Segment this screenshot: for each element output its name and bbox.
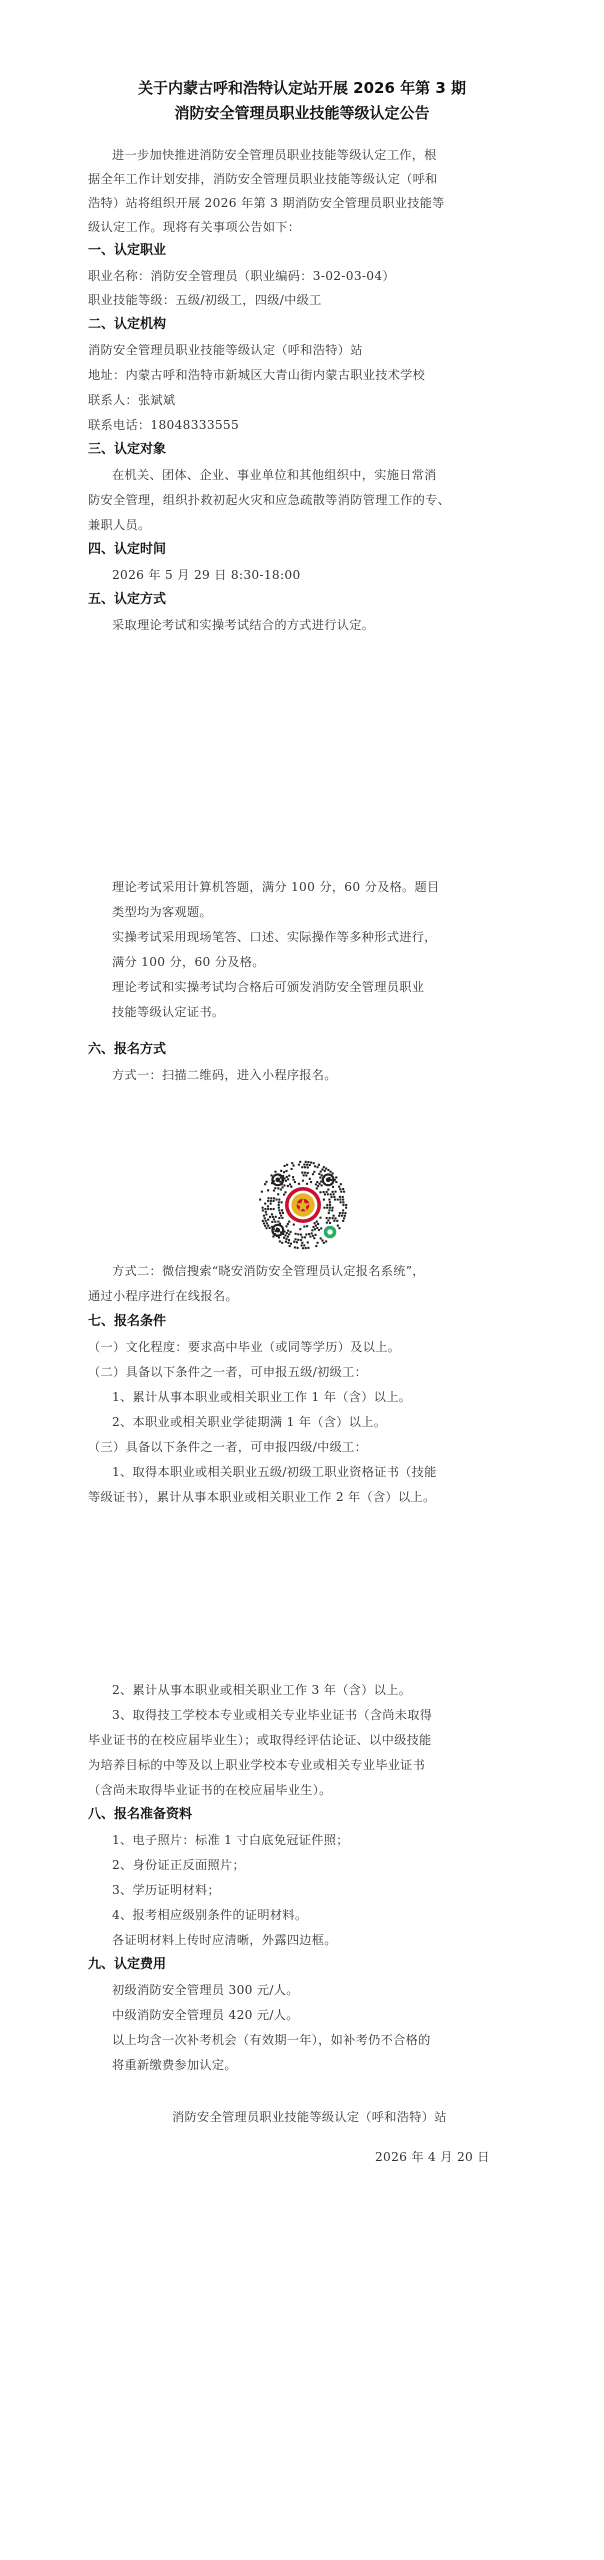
section-7-line: （三）具备以下条件之一者，可申报四级/中级工： [88, 1440, 368, 1454]
section-3-line: 在机关、团体、企业、事业单位和其他组织中，实施日常消 [112, 468, 437, 482]
section-7-line: 为培养目标的中等及以上职业学校本专业或相关专业毕业证书 [88, 1758, 426, 1772]
section-6-line: 通过小程序进行在线报名。 [88, 1289, 238, 1303]
section-7-heading: 七、报名条件 [88, 1314, 167, 1329]
title-line-1: 关于内蒙古呼和浩特认定站开展 2026 年第 3 期 [137, 79, 467, 97]
section-9-line: 中级消防安全管理员 420 元/人。 [112, 2008, 299, 2022]
section-1-line: 职业名称：消防安全管理员（职业编码：3-02-03-04） [88, 269, 395, 283]
intro-line: 据全年工作计划安排，消防安全管理员职业技能等级认定（呼和 [88, 172, 438, 186]
section-6-line: 方式二：微信搜索“晓安消防安全管理员认定报名系统”， [112, 1264, 425, 1278]
section-1-heading: 一、认定职业 [88, 243, 167, 258]
section-7-line: 等级证书），累计从事本职业或相关职业工作 2 年（含）以上。 [88, 1490, 436, 1504]
section-7-line: 毕业证书的在校应届毕业生）；或取得经评估论证、以中级技能 [88, 1733, 432, 1747]
section-2-line: 地址：内蒙古呼和浩特市新城区大青山街内蒙古职业技术学校 [88, 368, 426, 382]
intro-line: 浩特）站将组织开展 2026 年第 3 期消防安全管理员职业技能等 [88, 196, 445, 210]
section-5-line: 实操考试采用现场笔答、口述、实际操作等多种形式进行， [112, 930, 437, 944]
section-9-line: 初级消防安全管理员 300 元/人。 [112, 1983, 299, 1997]
section-3-heading: 三、认定对象 [88, 442, 167, 457]
section-2-line: 联系电话：18048333555 [88, 418, 240, 432]
section-8-line: 3、学历证明材料； [112, 1883, 220, 1897]
section-7-line: （含尚未取得毕业证书的在校应届毕业生）。 [88, 1783, 332, 1797]
section-8-line: 各证明材料上传时应清晰，外露四边框。 [112, 1933, 337, 1947]
section-5-line: 满分 100 分，60 分及格。 [112, 955, 265, 969]
section-8-line: 4、报考相应级别条件的证明材料。 [112, 1908, 308, 1922]
section-5-line: 采取理论考试和实操考试结合的方式进行认定。 [112, 618, 375, 632]
section-2-line: 联系人：张斌斌 [88, 393, 176, 407]
section-7-line: 1、累计从事本职业或相关职业工作 1 年（含）以上。 [112, 1390, 412, 1404]
section-7-line: 2、本职业或相关职业学徒期满 1 年（含）以上。 [112, 1415, 387, 1429]
section-1-line: 职业技能等级：五级/初级工，四级/中级工 [88, 293, 322, 307]
date: 2026 年 4 月 20 日 [375, 2150, 490, 2164]
section-6-heading: 六、报名方式 [88, 1042, 167, 1057]
section-7-line: 3、取得技工学校本专业或相关专业毕业证书（含尚未取得 [112, 1708, 433, 1722]
section-5-line: 类型均为客观题。 [112, 905, 212, 919]
intro-line: 进一步加快推进消防安全管理员职业技能等级认定工作，根 [112, 148, 437, 162]
title-line-2: 消防安全管理员职业技能等级认定公告 [174, 104, 430, 122]
intro-line: 级认定工作。现将有关事项公告如下： [88, 220, 301, 234]
section-8-line: 2、身份证正反面照片； [112, 1858, 245, 1872]
section-5-line: 理论考试和实操考试均合格后可颁发消防安全管理员职业 [112, 980, 425, 994]
section-6-line: 方式一：扫描二维码，进入小程序报名。 [112, 1068, 337, 1082]
section-9-line: 将重新缴费参加认定。 [112, 2058, 237, 2072]
section-5-heading: 五、认定方式 [88, 592, 167, 607]
section-5-line: 技能等级认定证书。 [112, 1005, 225, 1019]
section-2-line: 消防安全管理员职业技能等级认定（呼和浩特）站 [88, 343, 363, 357]
section-7-line: （二）具备以下条件之一者，可申报五级/初级工： [88, 1365, 368, 1379]
section-9-heading: 九、认定费用 [88, 1957, 167, 1972]
section-8-heading: 八、报名准备资料 [88, 1807, 193, 1822]
section-4-heading: 四、认定时间 [88, 542, 167, 557]
section-9-line: 以上均含一次补考机会（有效期一年），如补考仍不合格的 [112, 2033, 431, 2047]
section-5-line: 理论考试采用计算机答题，满分 100 分，60 分及格。题目 [112, 880, 440, 894]
section-7-line: 1、取得本职业或相关职业五级/初级工职业资格证书（技能 [112, 1465, 437, 1479]
section-8-line: 1、电子照片：标准 1 寸白底免冠证件照； [112, 1833, 349, 1847]
section-3-line: 兼职人员。 [88, 518, 151, 532]
section-7-line: 2、累计从事本职业或相关职业工作 3 年（含）以上。 [112, 1683, 412, 1697]
qr-code-icon[interactable] [258, 1160, 348, 1250]
signature: 消防安全管理员职业技能等级认定（呼和浩特）站 [172, 2110, 447, 2124]
section-2-heading: 二、认定机构 [88, 317, 167, 332]
section-4-line: 2026 年 5 月 29 日 8:30-18:00 [112, 568, 301, 582]
section-3-line: 防安全管理，组织扑救初起火灾和应急疏散等消防管理工作的专、 [88, 493, 451, 507]
section-7-line: （一）文化程度：要求高中毕业（或同等学历）及以上。 [88, 1340, 401, 1354]
